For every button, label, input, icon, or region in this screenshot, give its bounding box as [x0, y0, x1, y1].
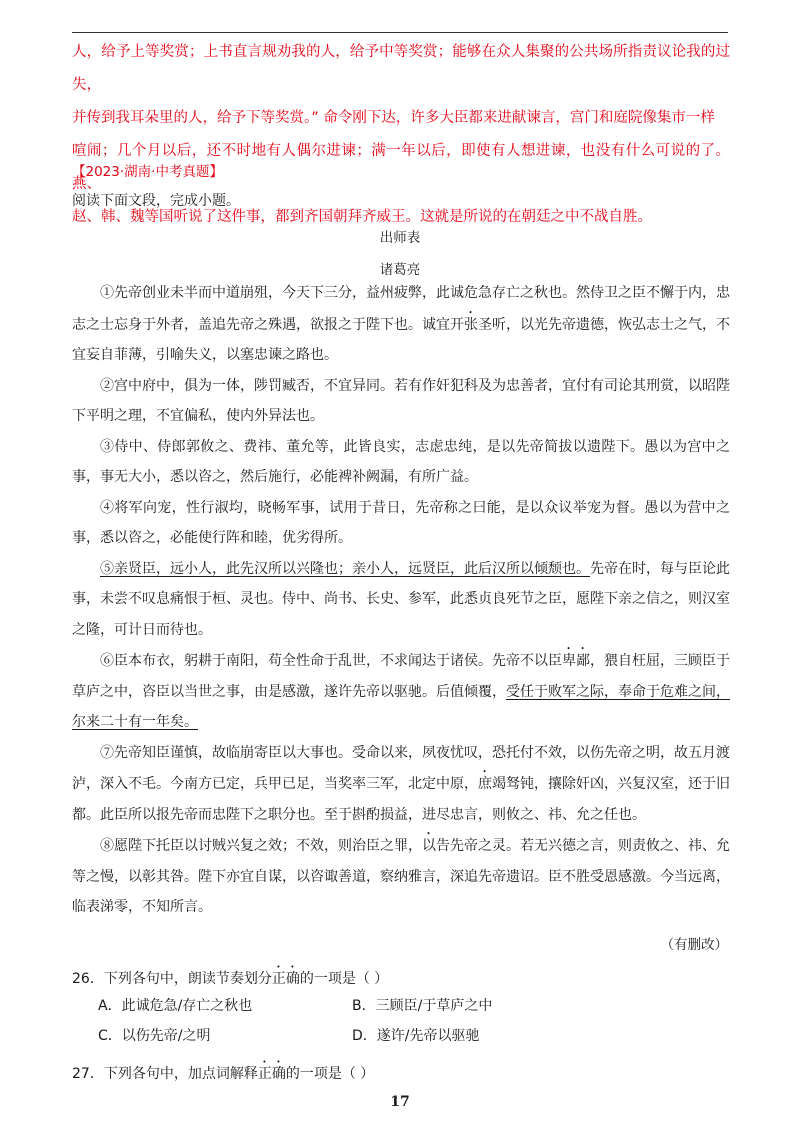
option-c[interactable]: C．以伤先帝/之明 [98, 1028, 211, 1044]
paragraph-5 [72, 554, 730, 646]
option-d[interactable]: D．遂许/先帝以驱驰 [352, 1028, 480, 1044]
translation-line: 喧闹；几个月以后，还不时地有人偶尔进谏；满一年以后，即使有人想进谏，也没有什么可说的了。燕、 [72, 143, 730, 192]
paragraph-1 [72, 278, 730, 371]
paragraph-text: 先帝在时，每与臣论此事，未尝不叹息痛恨于桓、灵也。侍中、尚书、长史、参军，此悉贞良死节之臣，愿陛下亲之信之，则汉室之隆，可计日而待也。 [72, 560, 730, 638]
passage-body [72, 278, 730, 923]
paragraph-2: ②宫中府中，俱为一体，陟罚臧否，不宜异同。若有作奸犯科及为忠善者，宜付有司论其刑赏，以昭陛下平明之理，不宜偏私，使内外异法也。 [72, 377, 730, 424]
question-stem: 的一项是（ ） [299, 971, 389, 987]
underlined-sentence: 受任于败军之际，奉命于危难之间，尔来二十有一年矣。 [72, 683, 730, 730]
question-26 [72, 963, 388, 988]
dotted-word: 以 [422, 838, 436, 854]
passage-author: 诸葛亮 [379, 262, 421, 278]
exam-source-tag: 【2023·湖南·中考真题】 [72, 164, 223, 180]
page-number: 17 [390, 1094, 410, 1110]
dotted-word: 庶 [478, 776, 492, 792]
paragraph-text: ⑧愿陛下托臣以讨贼兴复之效；不效，则治臣之罪， [100, 838, 422, 854]
translation-line: 并传到我耳朵里的人，给予下等奖赏。” 命令刚下达，许多大臣都来进献谏言，宫门和庭院像集市一样 [72, 110, 715, 126]
paragraph-text: ⑦先帝知臣谨慎，故临崩寄臣以大事也。受命以来，夙夜忧叹，恐托付不效，以伤先帝之明，故五月渡泸，深入不毛。今南方已定，兵甲已足，当奖率三军，北定中原， [72, 744, 730, 792]
dotted-word: 卑鄙 [562, 653, 590, 669]
paragraph-text: 圣听，以光先帝遗德，恢弘志士之气，不宜妄自菲薄，引喻失义，以塞忠谏之路也。 [72, 316, 730, 363]
underlined-sentence: ⑤亲贤臣，远小人，此先汉所以兴隆也；亲小人，远贤臣，此后汉所以倾颓也。 [100, 560, 590, 577]
passage-title: 出师表 [379, 230, 421, 246]
translation-line: 人，给予上等奖赏；上书直言规劝我的人，给予中等奖赏；能够在众人集聚的公共场所指责议论我的过失， [72, 44, 730, 93]
reading-instruction: 阅读下面文段，完成小题。 [72, 193, 240, 209]
dotted-word: 张 [464, 316, 478, 333]
dotted-word: 正确 [271, 971, 300, 987]
dotted-word: 正确 [257, 1066, 286, 1082]
edited-note: （有删改） [660, 937, 728, 953]
paragraph-6 [72, 645, 730, 738]
question-stem: 的一项是（ ） [285, 1066, 375, 1082]
paragraph-text: 竭驽钝，攘除奸凶，兴复汉室，还于旧都。此臣所以报先帝而忠陛下之职分也。至于斟酌损益，进尽忠言，则攸之、祎、允之任也。 [72, 776, 730, 823]
header-rule [72, 32, 728, 33]
question-stem: 27．下列各句中，加点词解释 [72, 1066, 258, 1082]
question-stem: 26．下列各句中，朗读节奏划分 [72, 971, 272, 987]
paragraph-7 [72, 738, 730, 831]
paragraph-text: 告先帝之灵。若无兴德之言，则责攸之、祎、允等之慢，以彰其咎。陛下亦宜自谋，以咨诹善道，察纳雅言，深追先帝遗诏。臣不胜受恩感激。今当远离，临表涕零，不知所言。 [72, 838, 730, 915]
option-b[interactable]: B．三顾臣/于草庐之中 [352, 998, 493, 1014]
paragraph-text: ⑥臣本布衣，躬耕于南阳，苟全性命于乱世，不求闻达于诸侯。先帝不以臣 [100, 653, 562, 669]
paragraph-text: ①先帝创业未半而中道崩殂，今天下三分，益州疲弊，此诚危急存亡之秋也。然侍卫之臣不懈于内，忠志之士忘身于外者，盖追先帝之殊遇，欲报之于陛下也。诚宜开 [72, 285, 730, 333]
paragraph-8 [72, 830, 730, 923]
question-27 [72, 1058, 374, 1083]
translation-line: 赵、韩、魏等国听说了这件事，都到齐国朝拜齐威王。这就是所说的在朝廷之中不战自胜。 [72, 209, 652, 225]
option-a[interactable]: A．此诚危急/存亡之秋也 [98, 998, 253, 1014]
paragraph-4: ④将军向宠，性行淑均，晓畅军事，试用于昔日，先帝称之曰能，是以众议举宠为督。愚以为营中之事，悉以咨之，必能使行阵和睦，优劣得所。 [72, 499, 730, 546]
paragraph-text: ，猥自枉屈，三顾臣于草庐之中，咨臣以当世之事，由是感激，遂许先帝以驱驰。后值倾覆， [72, 653, 730, 700]
paragraph-3: ③侍中、侍郎郭攸之、费祎、董允等，此皆良实，志虑忠纯，是以先帝简拔以遗陛下。愚以为宫中之事，事无大小，悉以咨之，然后施行，必能裨补阙漏，有所广益。 [72, 438, 730, 485]
